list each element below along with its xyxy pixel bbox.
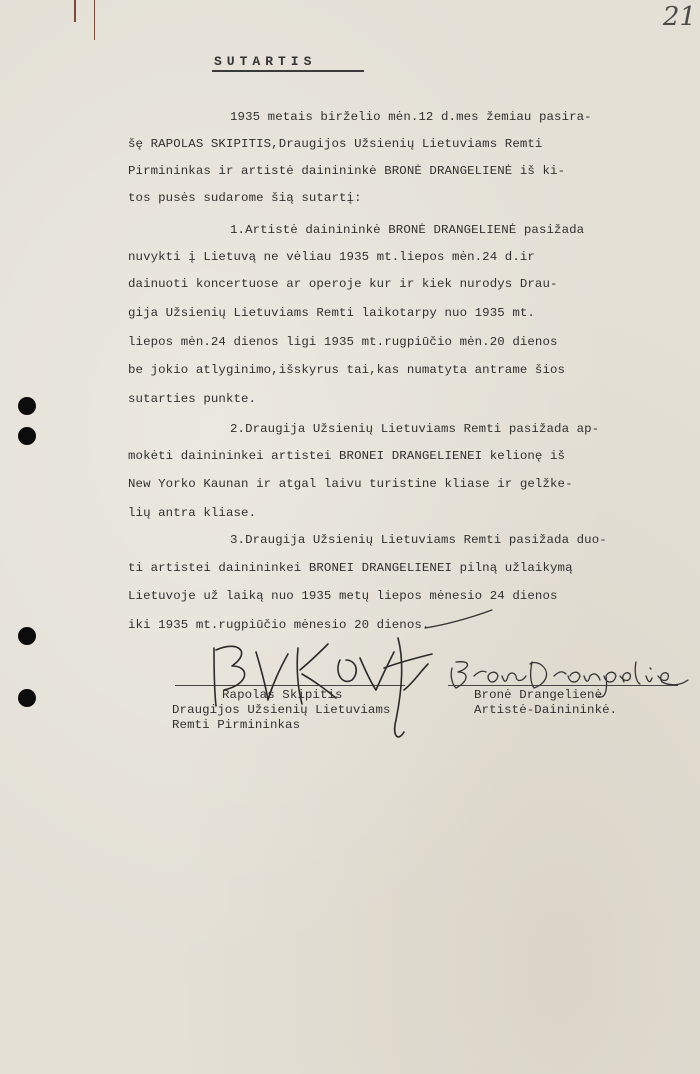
body-line: be jokio atlyginimo,išskyrus tai,kas numatyta antrame šios: [128, 363, 566, 377]
body-line: mokėti dainininkei artistei BRONEI DRANGELIENEI kelionę iš: [128, 449, 566, 463]
body-line: 2.Draugija Užsienių Lietuviams Remti pasižada ap-: [230, 422, 600, 436]
punch-hole: [18, 627, 36, 645]
body-line: lių antra kliase.: [128, 506, 257, 520]
left-signature-line: [175, 685, 405, 686]
pen-stroke: [425, 610, 492, 628]
edge-stain: [94, 0, 95, 40]
body-line: iki 1935 mt.rugpiūčio mėnesio 20 dienos.: [128, 618, 430, 632]
right-signer-title: Artistė-Dainininkė.: [474, 703, 618, 717]
body-line: sutarties punkte.: [128, 392, 257, 406]
right-signer-name: Bronė Drangelienė: [474, 688, 603, 702]
body-line: tos pusės sudarome šią sutartį:: [128, 191, 362, 205]
body-line: 1.Artistė dainininkė BRONĖ DRANGELIENĖ pasižada: [230, 223, 585, 237]
left-signer-name: Rapolas Skipitis: [222, 688, 343, 702]
body-line: New Yorko Kaunan ir atgal laivu turistine kliase ir gelžke-: [128, 477, 573, 491]
body-line: nuvykti į Lietuvą ne vėliau 1935 mt.liepos mėn.24 d.ir: [128, 250, 535, 264]
body-line: gija Užsienių Lietuviams Remti laikotarpy nuo 1935 mt.: [128, 306, 535, 320]
body-line: ti artistei dainininkei BRONEI DRANGELIENEI pilną užlaikymą: [128, 561, 573, 575]
body-line: dainuoti koncertuose ar operoje kur ir kiek nurodys Drau-: [128, 277, 558, 291]
title-underline: [212, 70, 364, 72]
right-signature-line: [448, 685, 678, 686]
body-line: 1935 metais birželio mėn.12 d.mes žemiau pasira-: [230, 110, 592, 124]
left-signer-title: Draugijos Užsienių Lietuviams: [172, 703, 391, 717]
body-line: Lietuvoje už laiką nuo 1935 metų liepos mėnesio 24 dienos: [128, 589, 558, 603]
body-line: 3.Draugija Užsienių Lietuviams Remti pasižada duo-: [230, 533, 607, 547]
page-number: 21: [662, 2, 696, 32]
document-title: SUTARTIS: [214, 54, 317, 69]
edge-stain: [74, 0, 76, 22]
body-line: liepos mėn.24 dienos ligi 1935 mt.rugpiūčio mėn.20 dienos: [128, 335, 558, 349]
body-line: Pirmininkas ir artistė dainininkė BRONĖ DRANGELIENĖ iš ki-: [128, 164, 566, 178]
punch-hole: [18, 427, 36, 445]
left-signer-title: Remti Pirmininkas: [172, 718, 301, 732]
body-line: šę RAPOLAS SKIPITIS,Draugijos Užsienių Lietuviams Remti: [128, 137, 543, 151]
punch-hole: [18, 689, 36, 707]
punch-hole: [18, 397, 36, 415]
